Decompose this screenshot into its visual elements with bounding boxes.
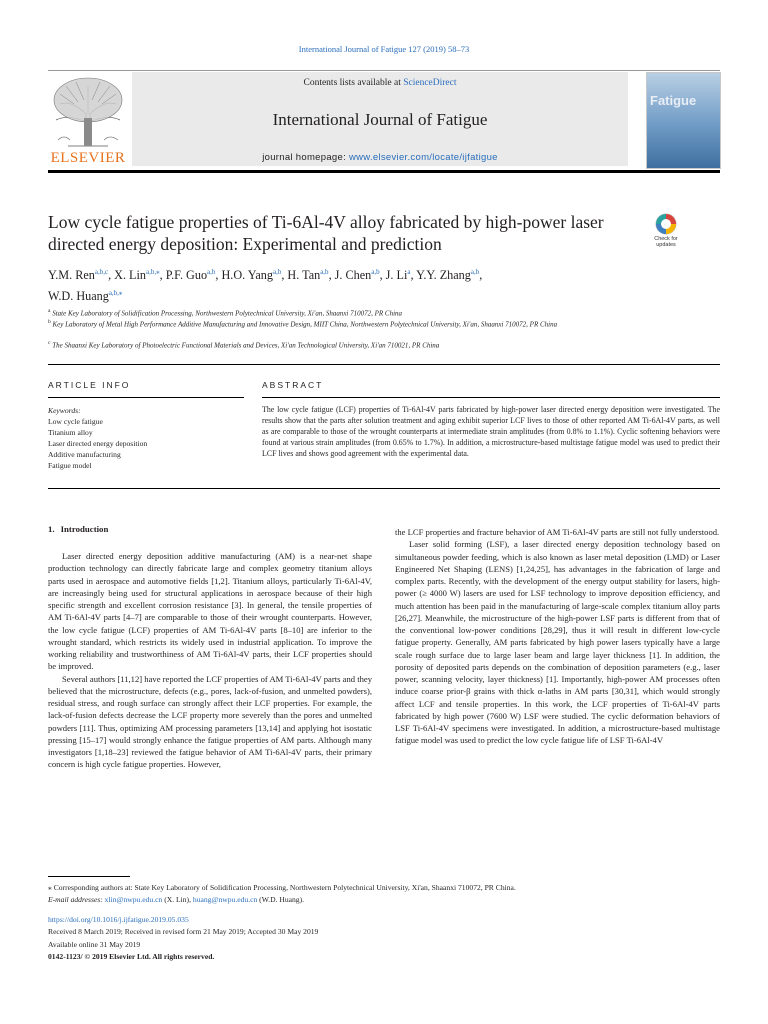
author[interactable]: W.D. Huang$^{a,b,⁎}$ [48, 289, 123, 304]
affiliation: $^b$ Key Laboratory of Metal High Performance Additive Manufacturing and Innovative Design, MIIT China, Northwestern Polytechnical University, Xi'an, Shaanxi 710072, PR China [48, 319, 558, 329]
author[interactable]: P.F. Guo$^{a,b}$, [165, 268, 222, 283]
affiliation: $^c$ The Shaanxi Key Laboratory of Photoelectric Functional Materials and Devices, Xi'an Technological University, Xi'an 710021, PR China [48, 340, 440, 350]
journal-homepage-link[interactable]: www.elsevier.com/locate/ijfatigue [348, 152, 498, 163]
contents-prefix: Contents lists available at [303, 78, 401, 88]
author[interactable]: Y.Y. Zhang$^{a,b}$, [416, 268, 483, 283]
elsevier-logo[interactable] [48, 74, 128, 166]
paper-title: Low cycle fatigue properties of Ti-6Al-4V alloy fabricated by high-power laser directed energy deposition: Experimental and prediction [48, 212, 604, 254]
elsevier-tree-icon [48, 74, 128, 148]
front-matter-rule [48, 364, 720, 365]
publication-info [48, 914, 648, 963]
author[interactable]: H. Tan$^{a,b}$, [287, 268, 335, 283]
abstract-text: The low cycle fatigue (LCF) properties of Ti-6Al-4V parts fabricated by high-power laser directed energy deposition were investigated. The results show that the parts after solution treatment and aging exhibit superior LCF lives to those of other reported AM Ti-6Al-4V parts, as well as are comparable to those of the wrought counterparts at intermediate strain amplitudes (from 0.8% to 1.1%). Cyclic softening behaviors were found at various strain amplitudes (from 0.65% to 1.7%). In addition, a microstructure-based multistage fatigue model was used to predict their LCF lives and shows good agreement with the experimental data. [262, 405, 720, 458]
abstract-rule [262, 397, 720, 398]
body-column-right [395, 526, 720, 747]
corresponding-author-footnote [48, 882, 720, 906]
body-paragraph: the LCF properties and fracture behavior of AM Ti-6Al-4V parts are still not fully understood. [395, 527, 720, 537]
body-paragraph: Several authors [11,12] have reported the LCF properties of AM Ti-6Al-4V parts and they believed that the microstructure, defects (e.g., pores, lack-of-fusion, and unmelted powders), residual stress, and rough surface can strongly affect their LCF properties. For example, the lack-of-fusion defects decrease the LCF property more severely than the pores and unmelted powders [11]. Thus, optimizing AM processing parameters [13,14] and applying hot isostatic pressing [15–17] would strongly enhance the fatigue properties of AM parts. Although many investigators [1,18–23] reviewed the fatigue behavior of AM Ti-6Al-4V parts, their primary concern is high cycle fatigue properties. However, [48, 673, 372, 770]
footnote-rule [48, 876, 130, 877]
section-number: 1. [48, 524, 55, 534]
article-info-heading: ARTICLE INFO [48, 380, 131, 390]
keyword: Low cycle fatigue [48, 417, 103, 426]
email-owner: (W.D. Huang). [259, 895, 305, 904]
author[interactable]: J. Chen$^{a,b}$, [334, 268, 386, 283]
corresponding-note: ⁎ Corresponding authors at: State Key Laboratory of Solidification Processing, Northwestern Polytechnical University, Xi'an, Shaanxi 710072, PR China. [48, 883, 516, 892]
cover-title: Fatigue [650, 93, 697, 108]
section-heading-introduction [48, 524, 108, 534]
keyword: Fatigue model [48, 461, 92, 470]
check-for-updates-button[interactable] [646, 212, 686, 252]
article-info-rule [48, 397, 244, 398]
abstract-heading: ABSTRACT [262, 380, 324, 390]
copyright-line: 0142-1123/ © 2019 Elsevier Ltd. All rights reserved. [48, 951, 215, 961]
body-paragraph: Laser solid forming (LSF), a laser directed energy deposition technology based on simultaneous powder feeding, which is also known as laser metal deposition (LMD) or Laser Engineered Net Shaping (LENS) [1,24,25], has advantages in the fabrication of large and complex parts. Recently, with the development of the energy output stability for lasers, high-power (≥ 4000 W) lasers are used for LSF technology to improve deposition efficiency, and much attention has been paid in the manufacturing of large-scale complex titanium alloy parts [26,27]. Meanwhile, the microstructure of the high-power LSF parts is different from that of the conventional low-power conditions [28,29], thus it will result in different low-cycle fatigue property. Generally, AM parts fabricated by high power lasers typically have a large scale rough surface due to large laser beam and large layer thickness [1]. In addition, the porosity of deposited parts depends on the combination of deposition parameters (e.g., laser power, scanning velocity, layer thickness) [1]. Importantly, high-power AM processes often induce coarse prior-β grains with thick α-laths in AM parts [30,31], which would strongly affect LCF and tensile properties. In this work, the LCF properties of Ti-6Al-4V parts fabricated by high power (7600 W) LSF were studied. The cyclic deformation behaviors of LSF Ti-6Al-4V specimens were investigated. In addition, a microstructure-based multistage fatigue model was used to predict the low cycle fatigue life of LSF Ti-6Al-4V [395, 539, 720, 746]
email-link[interactable]: huang@nwpu.edu.cn [192, 895, 258, 904]
elsevier-wordmark: ELSEVIER [50, 150, 126, 166]
check-for-updates-label: Check for updates [654, 236, 678, 248]
journal-banner [132, 72, 628, 166]
online-date: Available online 31 May 2019 [48, 939, 141, 949]
author[interactable]: J. Li$^a$, [385, 268, 417, 283]
section-title: Introduction [60, 524, 109, 534]
crossmark-icon [646, 212, 686, 236]
journal-citation-link[interactable]: International Journal of Fatigue 127 (2019) 58–73 [298, 44, 470, 54]
homepage-prefix: journal homepage: [262, 152, 347, 163]
abstract-end-rule [48, 488, 720, 489]
header-top-rule [48, 70, 720, 71]
body-column-left [48, 550, 372, 771]
contents-line [132, 78, 628, 88]
affiliation: $^a$ State Key Laboratory of Solidification Processing, Northwestern Polytechnical University, Xi'an, Shaanxi 710072, PR China [48, 308, 403, 318]
author[interactable]: H.O. Yang$^{a,b}$, [221, 268, 288, 283]
keywords-block [48, 405, 248, 471]
journal-homepage-line [132, 152, 628, 163]
doi-link[interactable]: https://doi.org/10.1016/j.ijfatigue.2019.05.035 [48, 915, 189, 924]
journal-title: International Journal of Fatigue [272, 110, 488, 129]
keyword: Laser directed energy deposition [48, 439, 148, 448]
journal-cover-thumbnail[interactable] [646, 72, 721, 169]
sciencedirect-link[interactable]: ScienceDirect [403, 78, 457, 88]
keyword: Additive manufacturing [48, 450, 121, 459]
keyword: Titanium alloy [48, 428, 93, 437]
author[interactable]: Y.M. Ren$^{a,b,c}$, [48, 268, 115, 283]
author-list [48, 263, 708, 305]
author[interactable]: X. Lin$^{a,b,⁎}$, [114, 268, 166, 283]
email-label: E-mail addresses: [48, 895, 103, 904]
body-paragraph: Laser directed energy deposition additive manufacturing (AM) is a near-net shape production technology can directly fabricate large and complex geometry titanium alloys parts used in aerospace and automotive fields [1,2]. Titanium alloys, particularly Ti-6Al-4V, are increasingly being used for structural applications in aerospace because of their high specific strength and excellent corrosion resistance [3]. In general, the tensile properties of AM Ti-6Al-4V parts [4–7] are comparable to those of their wrought counterparts. However, the low cycle fatigue (LCF) properties of AM Ti-6Al-4V parts [8–10] are inferior to the wrought standard, which restricts its widely used in industrial application. To improve the working reliability and trustworthiness of AM Ti-6Al-4V parts, their LCF properties should be improved. [48, 551, 372, 672]
header-bottom-rule [48, 170, 720, 173]
keywords-label: Keywords: [48, 406, 81, 415]
email-owner: (X. Lin), [164, 895, 191, 904]
email-line [48, 894, 720, 906]
received-dates: Received 8 March 2019; Received in revised form 21 May 2019; Accepted 30 May 2019 [48, 927, 319, 937]
email-link[interactable]: xlin@nwpu.edu.cn [104, 895, 163, 904]
